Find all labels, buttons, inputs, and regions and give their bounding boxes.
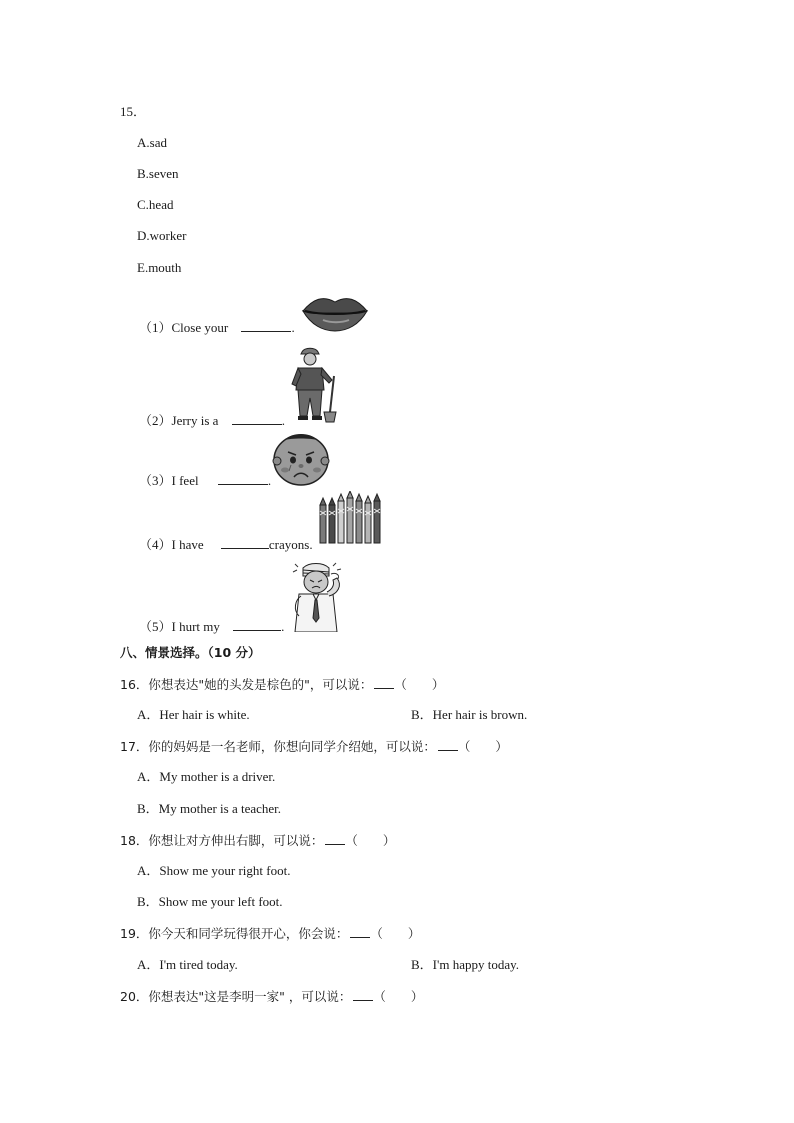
option-d: D.worker (137, 228, 187, 243)
question-text: 你想表达"这是李明一家" ，可以说： (148, 989, 352, 1004)
item-3 (139, 472, 271, 489)
option-a: A．Show me your right foot. (137, 863, 291, 878)
answer-paren: （ ） (394, 677, 445, 692)
item-suffix: . (281, 413, 285, 428)
answer-blank[interactable] (221, 536, 269, 549)
item-2 (139, 412, 285, 429)
question-text: 你今天和同学玩得很开心，你会说： (148, 926, 349, 941)
headache-icon (289, 560, 351, 632)
option-b: B.seven (137, 166, 179, 181)
question-number: 16． (120, 677, 149, 692)
option-a: A.sad (137, 135, 167, 150)
crayons-icon (318, 491, 388, 547)
item-number: （2） (139, 413, 172, 428)
item-prefix: Close your (171, 320, 229, 335)
answer-paren: （ ） (457, 739, 508, 754)
option-b: B．Her hair is brown. (411, 707, 528, 722)
answer-blank[interactable] (438, 738, 458, 751)
question-text: 你想让对方伸出右脚，可以说： (148, 833, 324, 848)
option-c: C.head (137, 197, 174, 212)
option-a: A．My mother is a driver. (137, 769, 276, 784)
sad-face-icon (271, 430, 331, 486)
worker-icon (288, 346, 342, 424)
item-suffix: . (267, 473, 272, 488)
question-number: 17． (120, 739, 149, 754)
answer-paren: （ ） (370, 926, 421, 941)
question-number: 20． (120, 989, 149, 1004)
answer-blank[interactable] (233, 618, 281, 631)
question-text: 你想表达"她的头发是棕色的"，可以说： (148, 677, 373, 692)
item-suffix: . (291, 320, 295, 335)
option-e: E.mouth (137, 260, 182, 275)
section-title: 八、情景选择。（10 分） (120, 645, 261, 660)
item-prefix: Jerry is a (171, 413, 219, 428)
option-b: B．My mother is a teacher. (137, 801, 282, 816)
item-number: （1） (139, 320, 172, 335)
item-prefix: I have (171, 537, 204, 552)
item-number: （3） (139, 473, 172, 488)
option-b: B．I'm happy today. (411, 957, 520, 972)
option-a: A．Her hair is white. (137, 707, 250, 722)
option-b: B．Show me your left foot. (137, 894, 283, 909)
item-suffix: crayons. (268, 537, 313, 552)
answer-blank[interactable] (350, 925, 370, 938)
option-a: A．I'm tired today. (137, 957, 238, 972)
item-prefix: I feel (171, 473, 199, 488)
question-15-number: 15． (120, 104, 147, 119)
question-17 (120, 738, 508, 755)
item-number: （4） (139, 537, 172, 552)
answer-paren: （ ） (373, 989, 424, 1004)
question-number: 19． (120, 926, 149, 941)
item-4 (139, 536, 313, 553)
answer-blank[interactable] (232, 412, 282, 425)
item-suffix: . (281, 619, 285, 634)
question-19 (120, 925, 420, 942)
question-20 (120, 988, 423, 1005)
answer-paren: （ ） (345, 833, 396, 848)
item-number: （5） (139, 619, 172, 634)
lips-icon (301, 293, 369, 333)
question-18 (120, 832, 395, 849)
answer-blank[interactable] (325, 832, 345, 845)
question-16 (120, 676, 444, 693)
answer-blank[interactable] (353, 988, 373, 1001)
answer-blank[interactable] (241, 319, 291, 332)
item-prefix: I hurt my (171, 619, 220, 634)
question-text: 你的妈妈是一名老师，你想向同学介绍她，可以说： (148, 739, 436, 754)
answer-blank[interactable] (218, 472, 268, 485)
item-1 (139, 319, 295, 336)
item-5 (139, 618, 284, 635)
question-number: 18． (120, 833, 149, 848)
answer-blank[interactable] (374, 676, 394, 689)
